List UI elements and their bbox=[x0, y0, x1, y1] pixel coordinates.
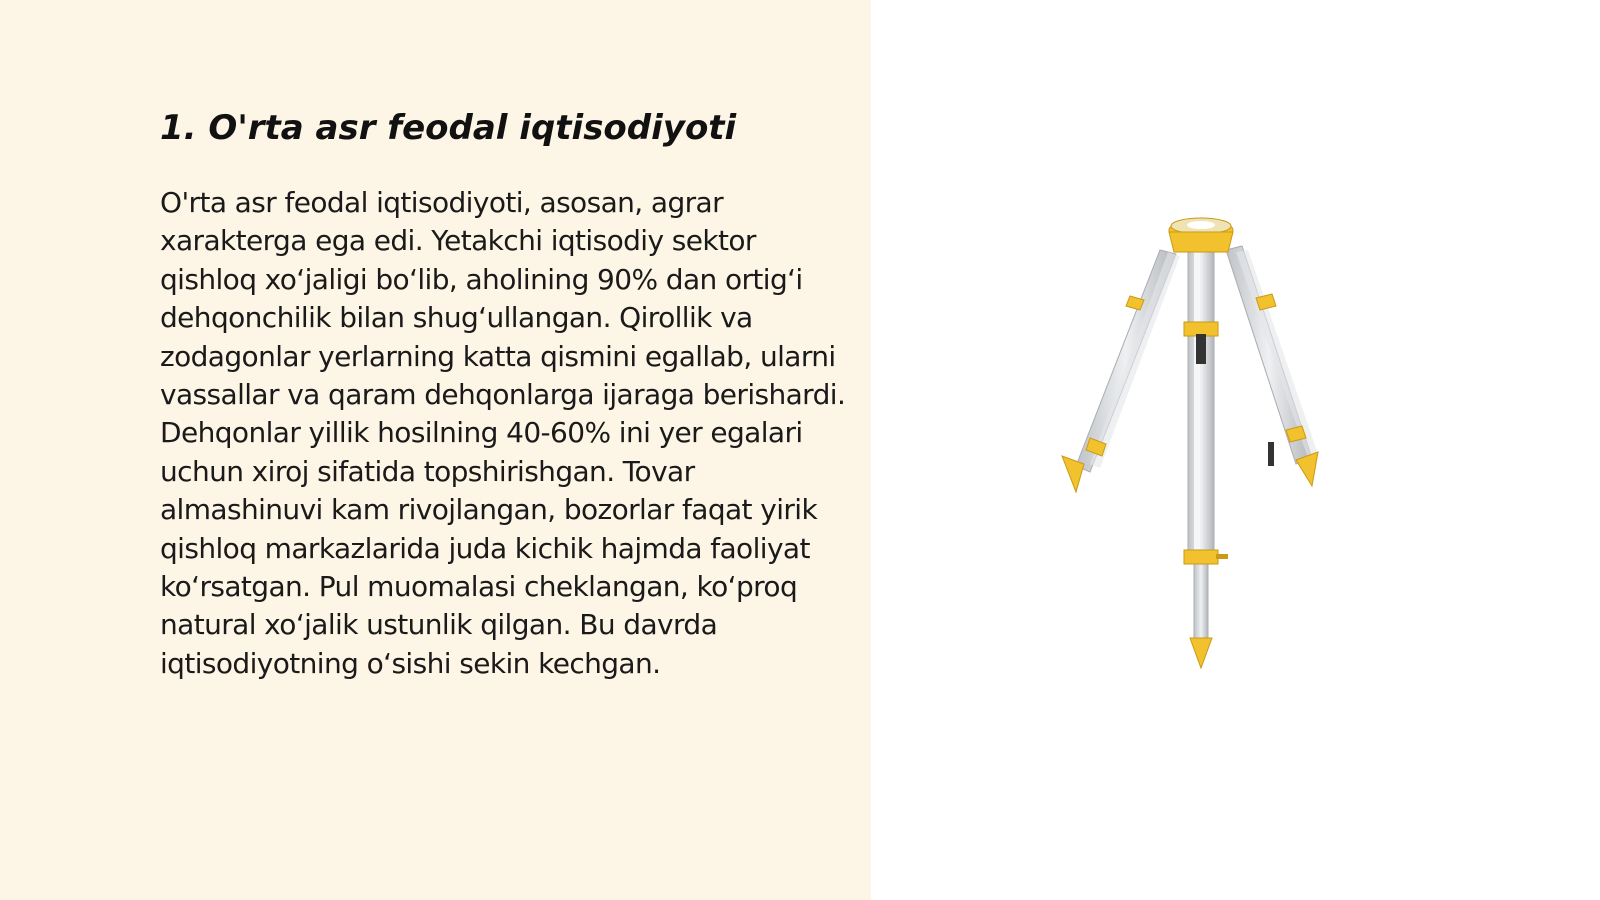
slide-title: 1. O'rta asr feodal iqtisodiyoti bbox=[160, 108, 737, 148]
surveying-tripod-icon bbox=[1060, 210, 1340, 690]
slide-body-text: O'rta asr feodal iqtisodiyoti, asosan, agrar xarakterga ega edi. Yetakchi iqtisodiy sektor qishloq xo‘jaligi bo‘lib, aholining 90% dan ortig‘i dehqonchilik bilan shug‘ullangan. Qirollik va zodagonlar yerlarning katta qismini egallab, ularni vassallar va qaram dehqonlarga ijaraga berishardi. Dehqonlar yillik hosilning 40-60% ini yer egalari uchun xiroj sifatida topshirishgan. Tovar almashinuvi kam rivojlangan, bozorlar faqat yirik qishloq markazlarida juda kichik hajmda faoliyat ko‘rsatgan. Pul muomalasi cheklangan, ko‘proq natural xo‘jalik ustunlik qilgan. Bu davrda iqtisodiyotning o‘sishi sekin kechgan. bbox=[160, 186, 846, 680]
